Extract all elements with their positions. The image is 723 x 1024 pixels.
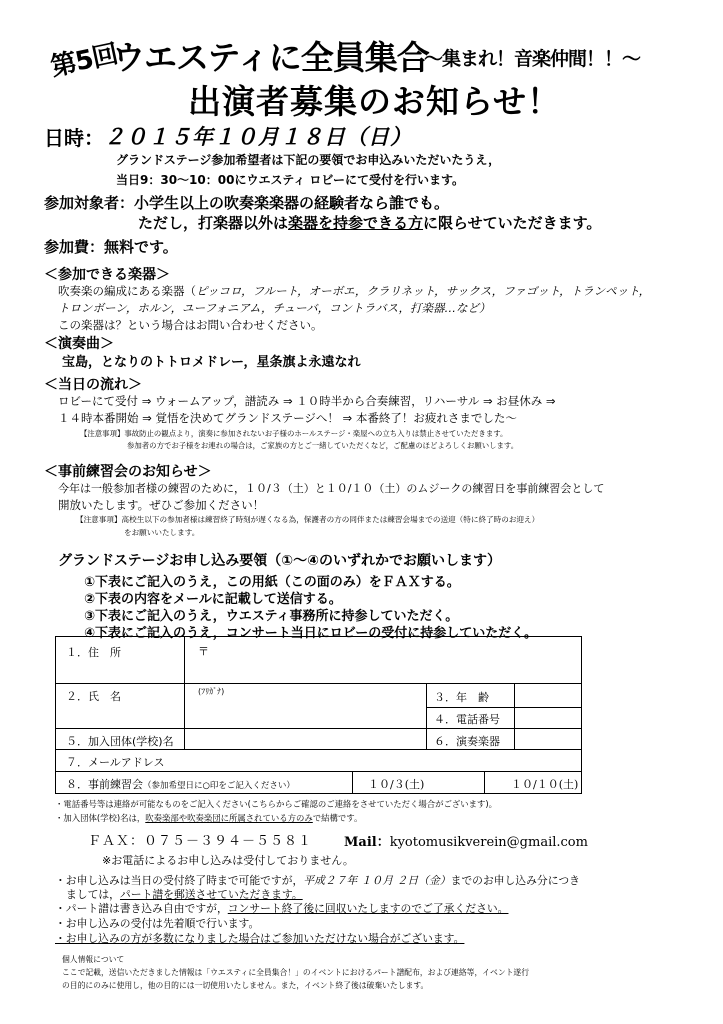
flow-heading: ＜当日の流れ＞ <box>44 377 142 393</box>
flow-line-1: ロビーにて受付 ⇒ ウォームアップ，譜読み ⇒ １０時半から合奏練習，リハーサル ⇒ お昼休み ⇒ <box>58 394 556 408</box>
apply-method-3: ③下表にご記入のうえ，ウエスティ事務所に持参していただく。 <box>84 609 459 624</box>
mail-label: Mail： <box>344 835 390 850</box>
date-label: 日時： <box>44 126 104 150</box>
practice-heading: ＜事前練習会のお知らせ＞ <box>44 464 212 480</box>
practice-note-2: をお願いいたします。 <box>124 528 200 537</box>
address-field[interactable] <box>185 637 581 683</box>
notice-4: ・お申し込みの方が多数になりました場合はご参加いただけない場合がございます。 <box>55 932 465 945</box>
form-note-1: ・電話番号等は連絡が可能なものをご記入ください(こちらからご確認のご連絡をさせていただく場合がございます)。 <box>55 799 498 809</box>
target-line-2 <box>138 212 601 233</box>
notice-3: ・お申し込みの受付は先着順で行います。 <box>55 917 260 930</box>
form-note-2a: ・加入団体(学校)名は， <box>55 813 146 823</box>
target-line-1: 参加対象者：小学生以上の吹奏楽楽器の経験者なら誰でも。 <box>44 194 450 212</box>
practice-line-2: 開放いたします。ぜひご参加ください！ <box>58 498 265 512</box>
apply-method-2: ②下表の内容をメールに記載して送信する。 <box>84 592 342 607</box>
page-title: 出演者募集のお知らせ！ <box>188 82 562 121</box>
practice-note-1: 【注意事項】高校生以下の参加者様は練習終了時刻が遅くなる為，保護者の方の同伴または練習会場までの送迎（特に終了時のお迎え） <box>76 515 540 524</box>
fee-line: 参加費：無料です。 <box>44 238 178 256</box>
form-rule <box>352 771 353 793</box>
phone-field[interactable] <box>515 708 581 728</box>
event-subtitle: ～集まれ！音楽仲間！！～ <box>424 48 641 70</box>
privacy-line-1: ここで記載，送信いただきました情報は「ウエスティに全員集合！」のイベントにおけるパート譜配布，および連絡等，イベント遂行 <box>62 968 530 977</box>
apply-method-1: ①下表にご記入のうえ，この用紙（この面のみ）をＦＡＸする。 <box>84 575 460 590</box>
form-note-2 <box>55 812 362 824</box>
target-line-2c: に限らせていただきます。 <box>423 214 602 232</box>
privacy-title: 個人情報について <box>62 955 125 964</box>
instrument-label: ６．演奏楽器 <box>434 735 500 748</box>
furigana-label: (ﾌﾘｶﾞﾅ) <box>198 687 225 696</box>
application-form <box>55 636 582 794</box>
privacy-line-2: の目的にのみに使用し，他の目的には一切使用いたしません。また，イベント終了後は破棄いたします。 <box>62 981 429 990</box>
notice-1a: ・お申し込みは当日の受付終了時まで可能ですが， <box>55 874 304 887</box>
date-note-1: グランドステージ参加希望者は下記の要領でお申込みいただいたうえ， <box>116 153 501 167</box>
practice-line-1: 今年は一般参加者様の練習のために，１０/３（土）と１０/１０（土）のムジークの練習日を事前練習会として <box>58 482 605 495</box>
notice-1c: までのお申し込み分につき <box>450 874 580 887</box>
apply-heading: グランドステージお申し込み要領（①～④のいずれかでお願いします） <box>58 553 502 569</box>
pieces-list: 宝島，となりのトトロメドレー，星条旗よ永遠なれ <box>62 355 361 370</box>
group-field[interactable] <box>185 729 425 749</box>
email-label: ７．メールアドレス <box>66 756 165 769</box>
event-title: ウエスティに全員集合 <box>112 38 429 77</box>
notice-2a: ・パート譜は書き込み自由ですが， <box>55 902 228 915</box>
phone-label: ４．電話番号 <box>434 713 500 726</box>
form-rule <box>484 771 485 793</box>
instrument-field[interactable] <box>515 729 581 749</box>
instruments-line-1b: ピッコロ，フルート，オーボエ，クラリネット，サックス，ファゴット，トランペット， <box>196 284 651 298</box>
pieces-heading: ＜演奏曲＞ <box>44 336 114 352</box>
target-line-2a: ただし，打楽器以外は <box>138 214 289 232</box>
event-date: ２０１５年１０月１８日（日） <box>104 125 412 149</box>
notice-1b: 平成２７年 １０月 ２日（金） <box>303 874 451 887</box>
practice-date-1[interactable]: １０/３(土) <box>368 778 425 791</box>
address-label: １．住 所 <box>66 646 121 659</box>
postal-mark: 〒 <box>198 645 209 658</box>
notice-1e: パート譜を郵送させていただきます。 <box>119 888 303 901</box>
group-label: ５．加入団体(学校)名 <box>66 735 174 748</box>
instruments-line-2: トロンボーン，ホルン，ユーフォニアム，チューバ，コントラバス，打楽器…など） <box>58 301 491 315</box>
practice-label <box>66 776 295 792</box>
practice-label-text: ８．事前練習会 <box>66 778 143 791</box>
form-note-2b: 吹奏楽部や吹奏楽団に所属されている方のみ <box>145 813 313 823</box>
name-label: ２．氏 名 <box>66 690 121 703</box>
flow-line-2: １４時本番開始 ⇒ 覚悟を決めてグランドステージへ！ ⇒ 本番終了！お疲れさまでした～ <box>58 411 517 425</box>
flow-note-2: 参加者の方でお子様をお連れの場合は，ご家族の方とご一緒していただくなど，ご配慮のほどよろしくお願いします。 <box>127 441 519 450</box>
notice-1-cont <box>66 887 303 902</box>
phone-note: ※お電話によるお申し込みは受付しておりません。 <box>102 854 354 867</box>
mail-address[interactable]: kyotomusikverein@gmail.com <box>389 835 588 850</box>
target-line-2b: 楽器を持参できる方 <box>288 214 424 232</box>
age-field[interactable] <box>515 684 581 707</box>
form-rule <box>56 771 581 772</box>
instruments-line-1 <box>58 283 650 299</box>
email-field[interactable] <box>185 750 581 771</box>
name-field[interactable] <box>185 684 425 728</box>
edition-badge: 第5回 <box>48 39 120 83</box>
fax-number: ＦＡＸ：０７５－３９４－５５８１ <box>88 834 313 849</box>
date-note-2: 当日9：30～10：00にウエスティ ロビーにて受付を行います。 <box>116 173 464 187</box>
practice-date-2[interactable]: １０/１０(土) <box>511 778 579 791</box>
practice-label-note: （参加希望日に○印をご記入ください） <box>143 781 295 791</box>
notice-2 <box>55 901 508 916</box>
form-note-2c: で結構です。 <box>312 813 363 823</box>
apply-method-4: ④下表にご記入のうえ，コンサート当日にロビーの受付に持参していただく。 <box>84 626 538 641</box>
mail-line <box>344 831 588 850</box>
instruments-heading: ＜参加できる楽器＞ <box>44 267 170 283</box>
flow-note-1: 【注意事項】事故防止の観点より，演奏に参加されないお子様のホールステージ・楽屋への立ち入りは禁止させていただきます。 <box>80 429 508 438</box>
notice-1d: ましては， <box>66 888 120 901</box>
notice-1 <box>55 873 580 888</box>
notice-2b: コンサート終了後に回収いたしますのでご了承ください。 <box>227 902 509 915</box>
form-rule <box>426 683 427 749</box>
instruments-line-3: この楽器は？という場合はお問い合わせください。 <box>58 318 323 332</box>
age-label: ３．年 齢 <box>434 691 489 704</box>
instruments-line-1a: 吹奏楽の編成にある楽器（ <box>58 284 196 298</box>
